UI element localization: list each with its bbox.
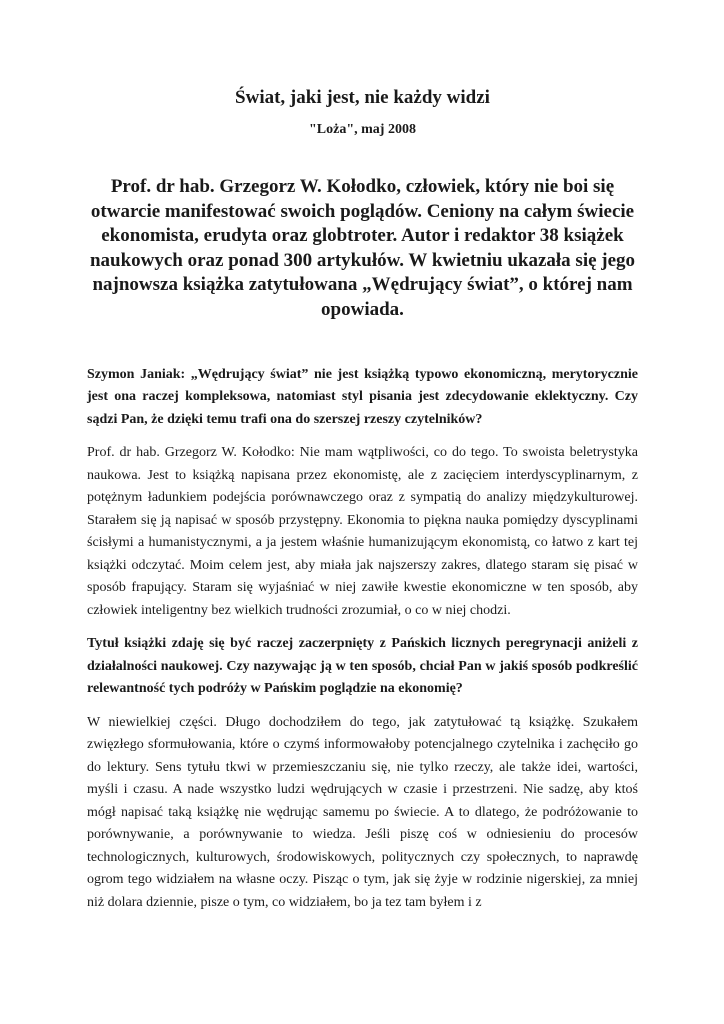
lead-paragraph: Prof. dr hab. Grzegorz W. Kołodko, człowiek, który nie boi się otwarcie manifestować swoich poglądów. Ceniony na całym świecie ekonomista, erudyta oraz globtroter. Autor i redaktor 38 książek naukowych oraz ponad 300 artykułów. W kwietniu ukazała się jego najnowsza książka zatytułowana „Wędrujący świat”, o której nam opowiada. [89,176,636,320]
answer-1: Prof. dr hab. Grzegorz W. Kołodko: Nie mam wątpliwości, co do tego. To swoista beletrystyka naukowa. Jest to książką napisana przez ekonomistę, ale z zacięciem interdyscyplinarnym, z potężnym ładunkiem podejścia porównawczego oraz z sympatią do analizy międzykulturowej. Starałem się ją napisać w sposób przystępny. Ekonomia to piękna nauka pomiędzy dyscyplinami ścisłymi a humanistycznymi, a ja jestem właśnie humanizującym ekonomistą, co łatwo z kart tej książki odczytać. Moim celem jest, aby miała jak najszerszy zakres, dlatego staram się pisać w sposób frapujący. Staram się wyjaśniać w niej zawiłe kwestie ekonomiczne w ten sposób, aby człowiek inteligentny bez wielkich trudności zrozumiał, o co w niej chodzi. [87,445,638,618]
source-subtitle: "Loża", maj 2008 [309,122,416,137]
question-1: Szymon Janiak: „Wędrujący świat” nie jest książką typowo ekonomiczną, merytorycznie jest ona raczej kompleksowa, natomiast styl pisania jest zdecydowanie eklektyczny. Czy sądzi Pan, że dzięki temu trafi ona do szerszej rzeszy czytelników? [87,366,638,427]
question-2: Tytuł książki zdaję się być raczej zaczerpnięty z Pańskich licznych peregrynacji aniżeli z działalności naukowej. Czy nazywając ją w ten sposób, chciał Pan w jakiś sposób podkreślić relewantność tych podróży w Pańskim poglądzie na ekonomię? [87,636,638,697]
page-title: Świat, jaki jest, nie każdy widzi [235,87,490,108]
answer-2: W niewielkiej części. Długo dochodziłem do tego, jak zatytułować tą książkę. Szukałem zwięzłego sformułowania, które o czymś informowałoby potencjalnego czytelnika i zachęciło go do lektury. Sens tytułu tkwi w przemieszczaniu się, nie tylko rzeczy, ale także idei, wartości, myśli i czasu. A nade wszystko ludzi wędrujących w czasie i przestrzeni. Nie sadzę, aby ktoś mógł napisać taką książkę nie wędrując samemu po świecie. A to dlatego, że podróżowanie to porównywanie, a porównywanie to wiedza. Jeśli piszę coś w odniesieniu do procesów technologicznych, kulturowych, środowiskowych, politycznych czy społecznych, to naprawdę ogrom tego widziałem na własne oczy. Pisząc o tym, jak się żyje w rodzinie nigerskiej, za mniej niż dolara dziennie, pisze o tym, co widziałem, bo ja tez tam byłem i z [87,714,638,910]
